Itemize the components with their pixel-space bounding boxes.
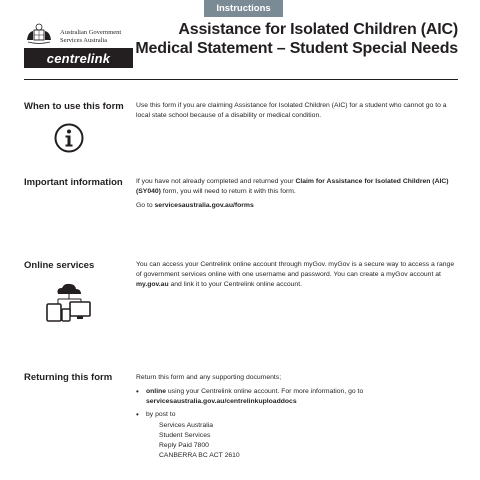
- mygov-link[interactable]: my.gov.au: [136, 281, 169, 288]
- section-heading: When to use this form: [24, 101, 124, 112]
- upload-docs-link[interactable]: servicesaustralia.gov.au/centrelinkuploaddocs: [146, 398, 297, 405]
- section-body: If you have not already completed and returned your Claim for Assistance for Isolated Children (AIC) (SY040) form, you will need to return it with this form. Go to servicesaustralia.gov.au/forms: [136, 178, 449, 209]
- cloud-devices-icon: [44, 280, 92, 322]
- list-item: • by post to Services Australia Student Services Reply Paid 7800 CANBERRA BC ACT 2610: [136, 410, 458, 461]
- title-line-2: Medical Statement – Student Special Needs: [135, 40, 458, 57]
- return-methods-list: [136, 387, 458, 461]
- section-body: Use this form if you are claiming Assistance for Isolated Children (AIC) for a student who cannot go to a local state school because of a disability or medical condition.: [136, 102, 447, 119]
- forms-link[interactable]: servicesaustralia.gov.au/forms: [154, 202, 254, 209]
- postal-address: Services Australia Student Services Reply Paid 7800 CANBERRA BC ACT 2610: [159, 422, 240, 459]
- instructions-tab: Instructions: [204, 0, 283, 17]
- coat-of-arms-icon: [24, 22, 54, 46]
- section-returning-form: [24, 372, 460, 472]
- header-divider: [24, 79, 458, 80]
- title-line-1: Assistance for Isolated Children (AIC): [178, 21, 458, 38]
- form-name: Claim for Assistance for Isolated Children (AIC) (SY040): [136, 178, 449, 195]
- section-online-services: [24, 260, 460, 340]
- section-important-information: [24, 177, 460, 227]
- centrelink-brand: centrelink: [24, 48, 133, 68]
- list-item: • online using your Centrelink online account. For more information, go to servicesaustralia.gov.au/centrelinkuploaddocs: [136, 387, 364, 405]
- info-icon: [54, 123, 84, 153]
- section-heading: Returning this form: [24, 372, 113, 383]
- section-body: You can access your Centrelink online account through myGov. myGov is a secure way to access a range of government services online with one username and password. You can create a myGov account at my.gov.au and link it to your Centrelink online account.: [136, 261, 455, 288]
- form-title: [135, 20, 458, 59]
- section-heading: Online services: [24, 260, 95, 271]
- government-name: Australian Government Services Australia: [60, 29, 122, 44]
- section-body: Return this form and any supporting documents; • online using your Centrelink online account. For more information, go to servicesaustralia.gov.au/centrelinkuploaddocs • by post to Services Australia Student Services Reply Paid 7800 CANBERRA BC ACT 2610: [136, 373, 458, 464]
- section-when-to-use: [24, 101, 460, 161]
- section-heading: Important information: [24, 177, 123, 188]
